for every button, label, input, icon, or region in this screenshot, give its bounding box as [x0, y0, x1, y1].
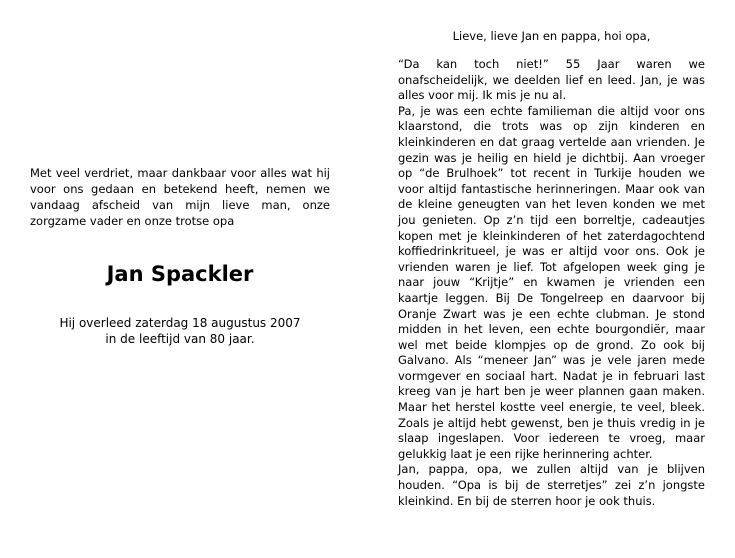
letter-paragraph: Jan, pappa, opa, we zullen altijd van je blijven houden. “Opa is bij de sterretjes” zei z’n jongste kleinkind. En bij de sterren hoor je ook thuis.	[398, 462, 705, 508]
letter-paragraph: Pa, je was een echte familieman die altijd voor ons klaarstond, die trots was op zijn kinderen en kleinkinderen en dat graag vertelde aan vrienden. Je gezin was je heilig en hield je dichtbij. Aan vroeger op “de Brulhoek” tot recent in Turkije houden we voor altijd fantastische herinneringen. Maar ook van de kleine geneugten van het leven konden we met jou genieten. Op z’n tijd een borreltje, cadeautjes kopen met je kleinkinderen of het zaterdagochtend koffiedrinkritueel, je was er altijd voor ons. Ook je vrienden waren je lief. Tot afgelopen week ging je naar jouw “Krijtje” en kwamen je vrienden een kaartje leggen. Bij De Tongelreep en daarvoor bij Oranje Zwart was je een echte clubman. Je stond midden in het leven, een echte bourgondiër, maar wel met beide klompjes op de grond. Zo ook bij Galvano. Als “meneer Jan” was je vele jaren mede vormgever en sociaal hart. Nadat je in februari last kreeg van je hart ben je weer plannen gaan maken. Maar het herstel kostte veel energie, te veel, bleek. Zoals je altijd hebt gewenst, ben je thuis vredig in je slaap ingeslapen. Voor iedereen te vroeg, maar gelukkig laat je een rijke herinnering achter.	[398, 103, 705, 461]
deceased-name: Jan Spackler	[106, 262, 254, 286]
letter-paragraph: “Da kan toch niet!” 55 Jaar waren we onafscheidelijk, we deelden lief en leed. Jan, je was alles voor mij. Ik mis je nu al.	[398, 57, 705, 103]
letter-body	[398, 57, 705, 509]
intro-text: Met veel verdriet, maar dankbaar voor alles wat hij voor ons gedaan en betekend heeft, nemen we vandaag afscheid van mijn lieve man, onze zorgzame vader en onze trotse opa	[30, 166, 330, 228]
age-line: in de leeftijd van 80 jaar.	[105, 332, 255, 346]
salutation: Lieve, lieve Jan en pappa, hoi opa,	[452, 29, 651, 43]
right-panel	[398, 28, 705, 509]
death-date-line: Hij overleed zaterdag 18 augustus 2007	[59, 316, 301, 330]
left-panel	[30, 165, 330, 229]
death-notice	[30, 315, 330, 347]
